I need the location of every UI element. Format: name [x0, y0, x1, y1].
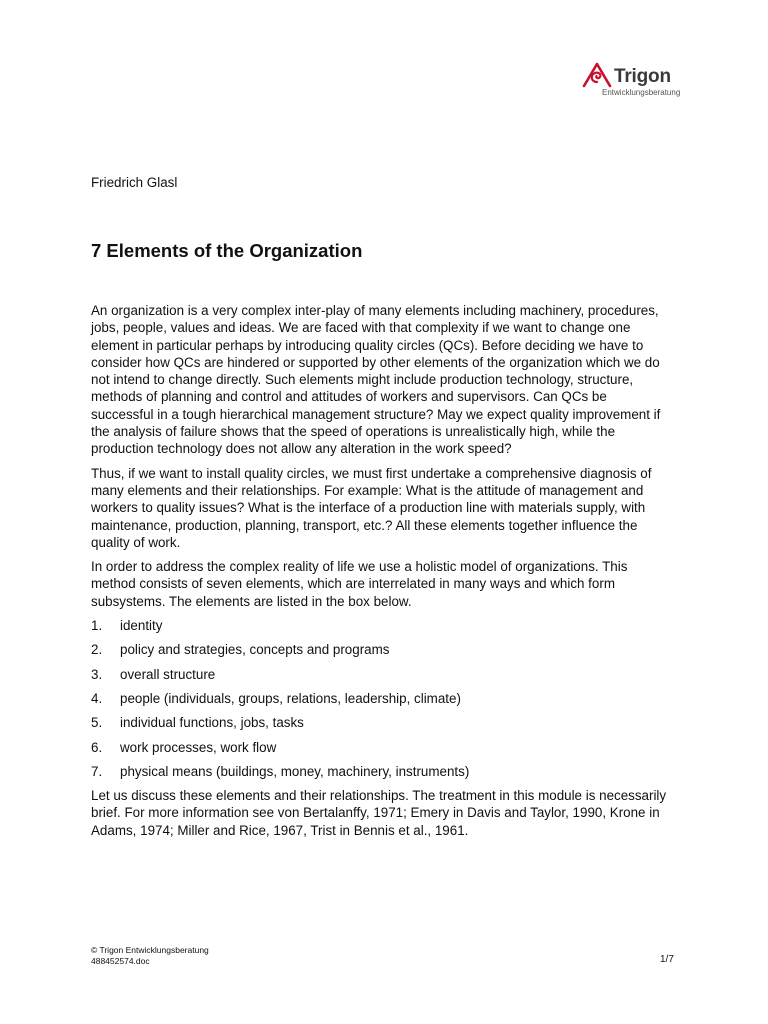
list-item [91, 617, 673, 641]
list-number: 3. [91, 666, 103, 682]
list-number: 1. [91, 618, 103, 634]
trigon-spiral-icon [582, 62, 612, 88]
footer-filename: 488452574.doc [91, 956, 150, 966]
list-number: 5. [91, 715, 103, 731]
logo-subtitle: Entwicklungsberatung [602, 88, 681, 97]
list-text: physical means (buildings, money, machinery, instruments) [120, 763, 470, 779]
elements-list [91, 617, 673, 787]
list-text: overall structure [120, 666, 216, 682]
list-item [91, 739, 673, 763]
list-item [91, 690, 673, 714]
paragraph-holistic-model: In order to address the complex reality of life we use a holistic model of organizations. This method consists of seven elements, which are interrelated in many ways and which form subsystems. The elements are listed in the box below. [91, 559, 628, 609]
list-item [91, 763, 673, 787]
list-number: 4. [91, 690, 103, 706]
footer-info [91, 945, 209, 967]
paragraph-diagnosis: Thus, if we want to install quality circles, we must first undertake a comprehensive diagnosis of many elements and their relationships. For example: What is the attitude of management and workers to quality issues? What is the interface of a production line with materials supply, with maintenance, production, planning, transport, etc.? All these elements together influence the quality of work. [91, 465, 652, 550]
list-text: identity [120, 618, 163, 634]
footer-copyright: © Trigon Entwicklungsberatung [91, 945, 209, 955]
list-text: policy and strategies, concepts and programs [120, 642, 390, 658]
page-number: 1/7 [660, 954, 674, 965]
document-title: 7 Elements of the Organization [91, 240, 363, 261]
paragraph-closing: Let us discuss these elements and their relationships. The treatment in this module is necessarily brief. For more information see von Bertalanffy, 1971; Emery in Davis and Taylor, 1990, Krone in Adams, 1974; Miller and Rice, 1967, Trist in Bennis et al., 1961. [91, 788, 667, 838]
list-number: 6. [91, 739, 103, 755]
paragraph-intro: An organization is a very complex inter-play of many elements including machinery, procedures, jobs, people, values and ideas. We are faced with that complexity if we want to change one element in particular perhaps by introducing quality circles (QCs). Before deciding we have to consider how QCs are hindered or supported by other elements of the organization which we do not intend to change directly. Such elements might include production technology, structure, methods of planning and control and attitudes of workers and supervisors. Can QCs be successful in a tough hierarchical management structure? May we expect quality improvement if the analysis of failure shows that the speed of operations is unrealistically high, while the production technology does not allow any alteration in the work speed? [91, 303, 661, 457]
document-body [91, 302, 673, 846]
list-item [91, 641, 673, 665]
list-number: 7. [91, 763, 103, 779]
list-text: people (individuals, groups, relations, leadership, climate) [120, 690, 461, 706]
list-text: individual functions, jobs, tasks [120, 715, 304, 731]
list-item [91, 714, 673, 738]
list-text: work processes, work flow [120, 739, 277, 755]
logo-name: Trigon [614, 66, 671, 87]
trigon-logo [582, 56, 682, 102]
author-name: Friedrich Glasl [91, 175, 178, 190]
list-item [91, 666, 673, 690]
list-number: 2. [91, 642, 103, 658]
